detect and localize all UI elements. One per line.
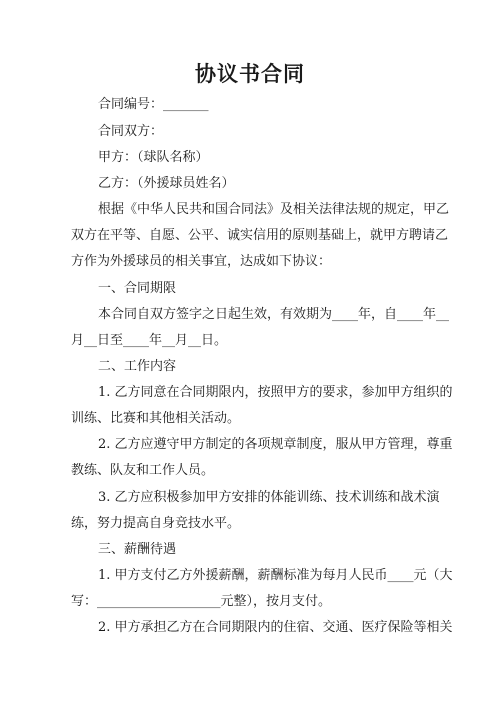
preamble-line: 双方在平等、自愿、公平、诚实信用的原则基础上，就甲方聘请乙	[71, 228, 449, 243]
preamble-line: 根据《中华人民共和国合同法》及相关法律法规的规定，甲乙	[98, 202, 450, 217]
section-heading-work: 二、工作内容	[98, 359, 177, 374]
work-clause-line: 1. 乙方同意在合同期限内，按照甲方的要求，参加甲方组织的	[98, 385, 453, 400]
term-paragraph-line: 本合同自双方签字之日起生效，有效期为____年，自____年__	[98, 307, 450, 322]
salary-clause-line: 写：___________________元整），按月支付。	[71, 594, 332, 609]
preamble-line: 方作为外援球员的相关事宜，达成如下协议：	[71, 254, 332, 269]
salary-clause-line: 1. 甲方支付乙方外援薪酬，薪酬标准为每月人民币____元（大	[98, 568, 453, 583]
work-clause-line: 训练、比赛和其他相关活动。	[71, 411, 241, 426]
section-heading-salary: 三、薪酬待遇	[98, 542, 177, 557]
contract-number-line: 合同编号：_______	[98, 97, 209, 112]
work-clause-line: 2. 乙方应遵守甲方制定的各项规章制度，服从甲方管理，尊重	[98, 437, 453, 452]
party-a-line: 甲方：（球队名称）	[98, 150, 209, 165]
party-b-line: 乙方：（外援球员姓名）	[98, 176, 235, 191]
contract-parties-line: 合同双方：	[98, 124, 164, 139]
section-heading-term: 一、合同期限	[98, 281, 177, 296]
salary-clause-line: 2. 甲方承担乙方在合同期限内的住宿、交通、医疗保险等相关	[98, 620, 453, 635]
work-clause-line: 教练、队友和工作人员。	[71, 463, 215, 478]
term-paragraph-line: 月__日至____年__月__日。	[71, 333, 228, 348]
work-clause-line: 3. 乙方应积极参加甲方安排的体能训练、技术训练和战术演	[98, 490, 440, 505]
work-clause-line: 练，努力提高自身竞技水平。	[71, 516, 241, 531]
document-title: 协议书合同	[195, 61, 305, 86]
